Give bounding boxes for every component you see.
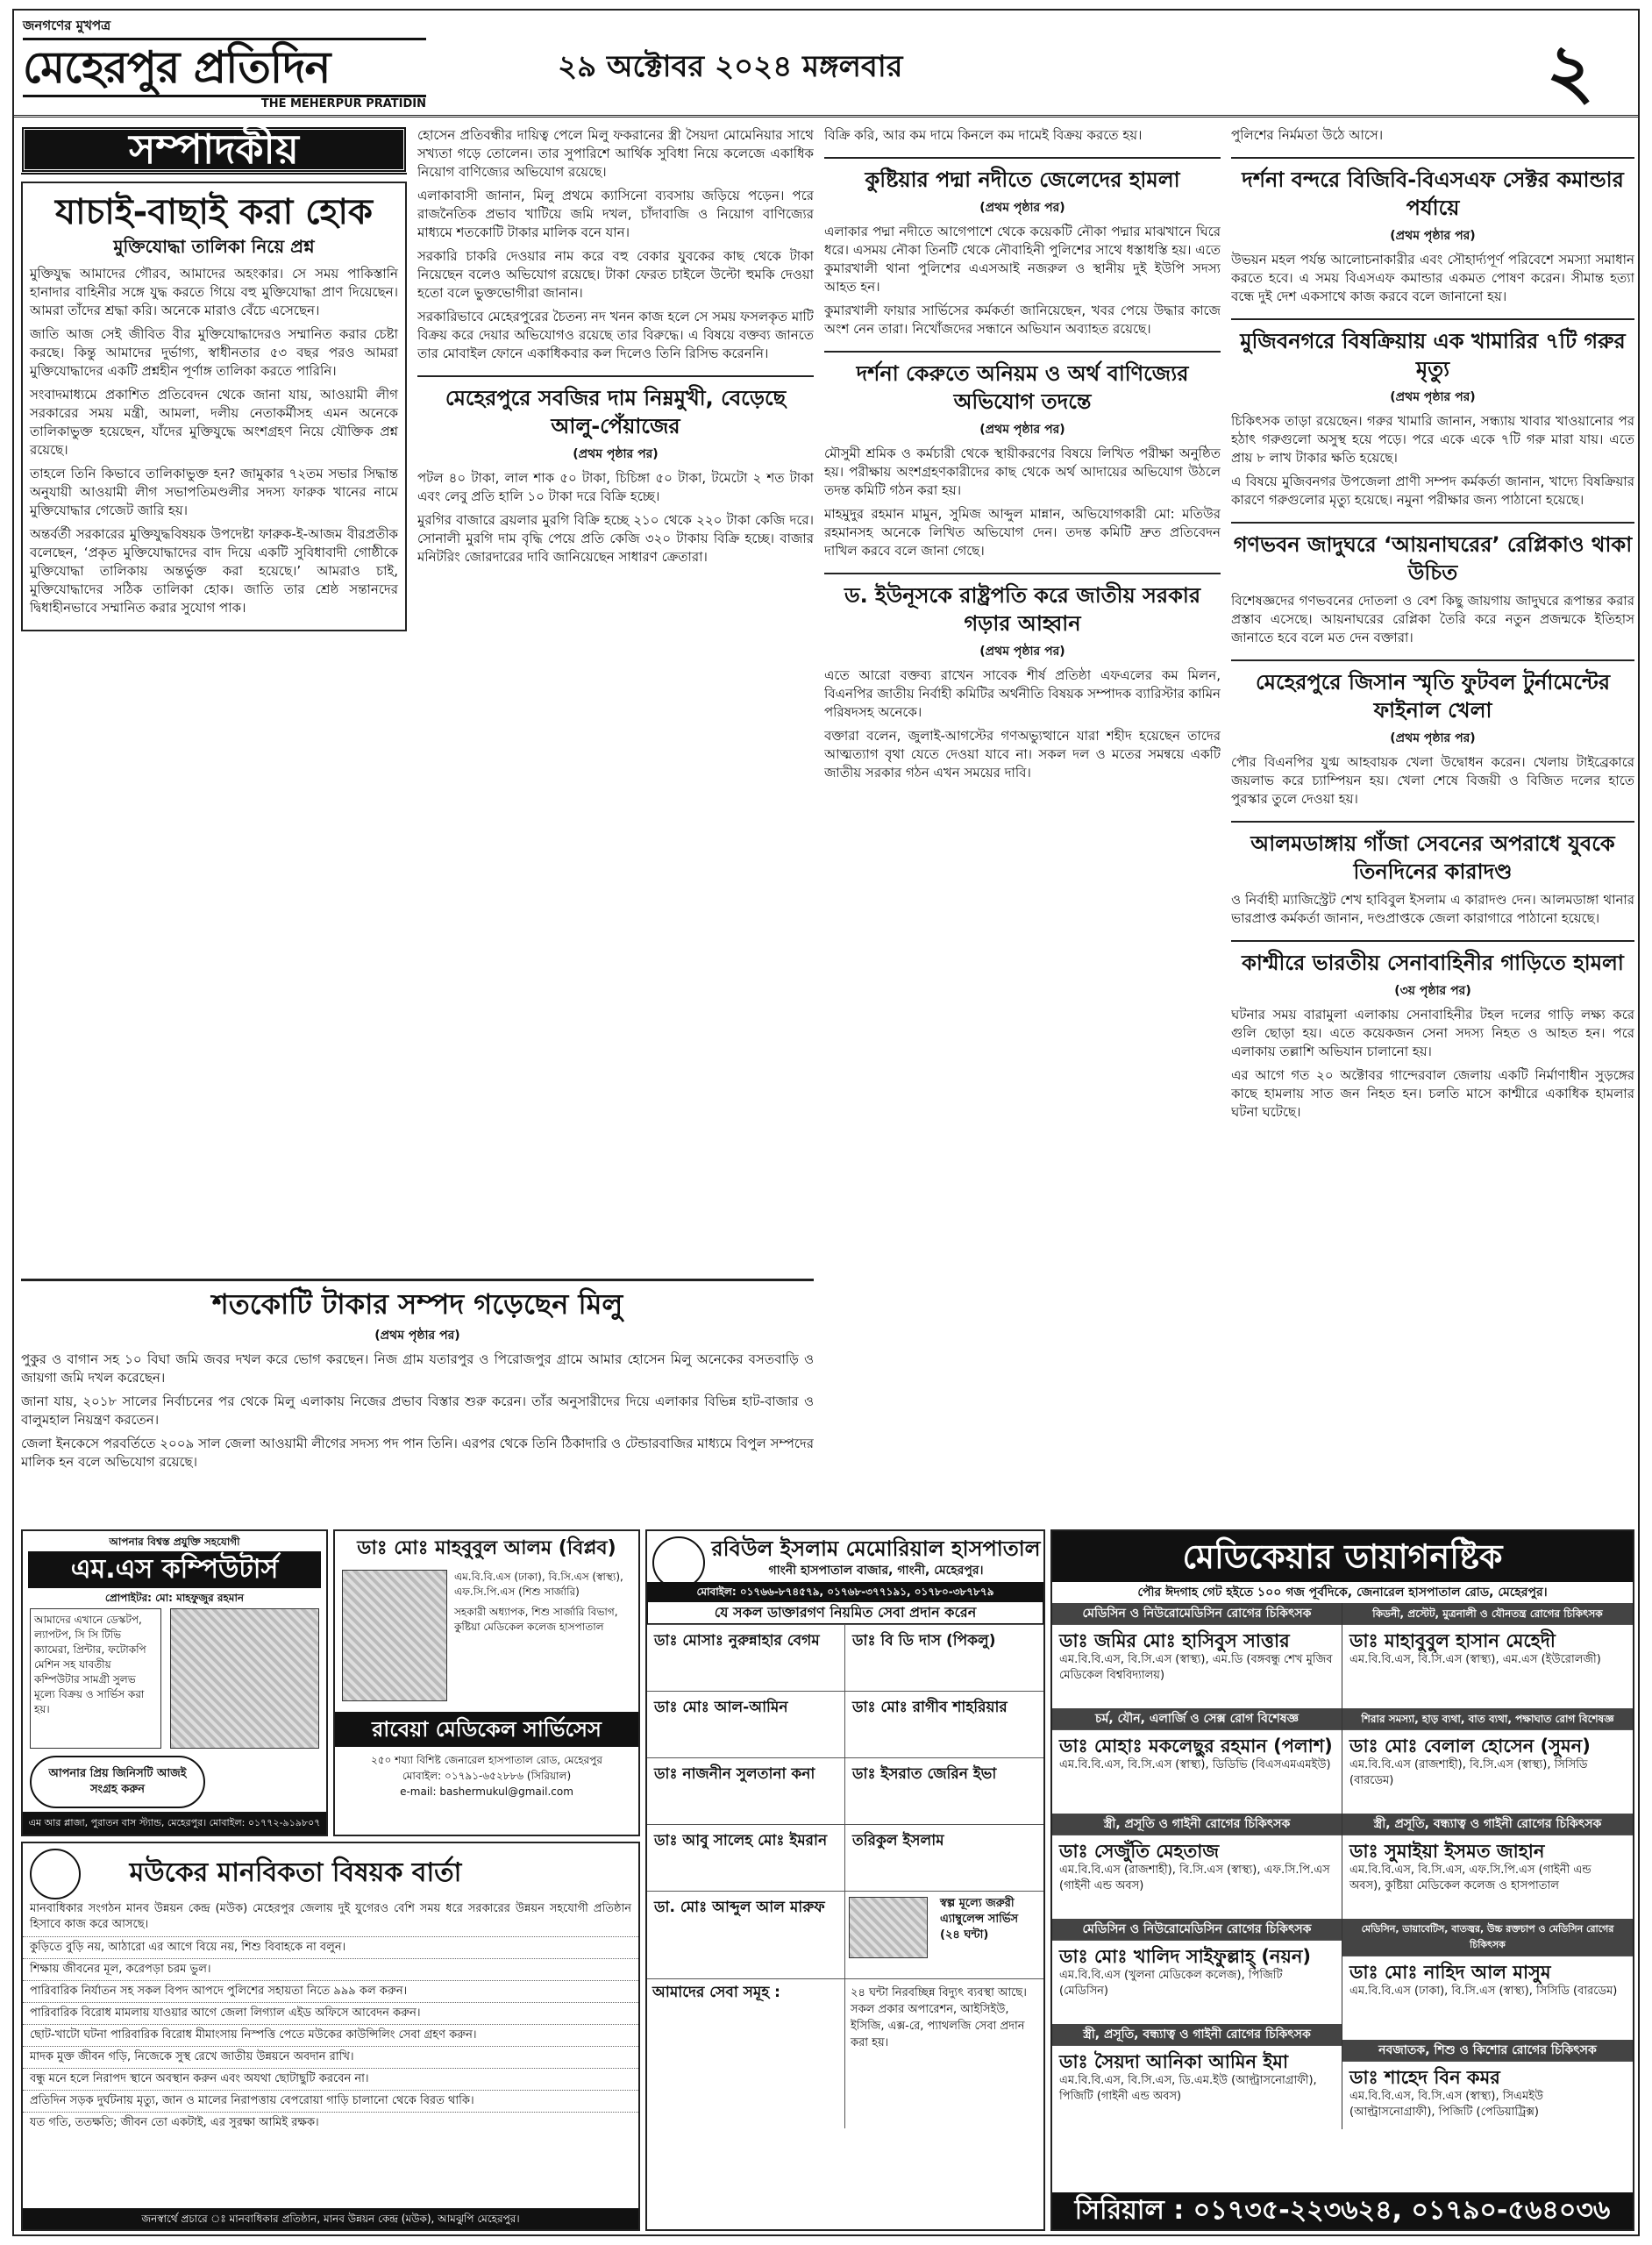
headline-ganobhaban-museum: গণভবন জাদুঘরে ‘আয়নাঘরের’ রেপ্লিকাও থাকা উচিত: [1231, 522, 1634, 587]
article-paragraph: মুরগির বাজারে ব্রয়লার মুরগি বিক্রি হচ্ছে ২১০ থেকে ২২০ টাকা কেজি দরে। সোনালী মুরগি দাম বৃদ্ধি পেয়ে প্রতি কেজি ৩২০ টাকায় বিক্রি হচ্ছে। বাজার মনিটরিং জোরদারের দাবি জানিয়েছেন সাধারণ ক্রেতারা।: [417, 512, 814, 565]
hospital-doctor: ডাঃ মোঃ রাগীব শাহরিয়ার: [845, 1691, 1043, 1757]
ad-medicare-diagnostic: [1050, 1529, 1634, 2231]
specialty-label: শিরার সমস্যা, হাড় ব্যথা, বাত ব্যথা, পক্ষাঘাত রোগ বিশেষজ্ঞ: [1342, 1708, 1633, 1729]
hospital-doctor: তরিকুল ইসলাম: [845, 1824, 1043, 1891]
hospital-services: [647, 1978, 1043, 2128]
article-paragraph: মাহমুদুর রহমান মামুন, সুমিজ আব্দুল মান্নান, অভিযোগকারী মো: মতিউর রহমানসহ অনেকে লিখিত অভিযোগ দেন। তদন্ত কমিটি দ্রুত প্রতিবেদন দাখিল করবে বলে জানা গেছে।: [824, 506, 1221, 559]
article-paragraph: এলাকাবাসী জানান, মিলু প্রথমে ক্যাসিনো ব্যবসায় জড়িয়ে পড়েন। পরে রাজনৈতিক প্রভাব খাটিয়ে জমি দখল, চাঁদাবাজি ও নিয়োগ বাণিজ্যের মাধ্যমে শতকোটি টাকার মালিক বনে যান।: [417, 188, 814, 240]
specialty-label: মেডিসিন, ডায়াবেটিস, বাতজ্বর, উচ্চ রক্তচাপ ও মেডিসিন রোগের চিকিৎসক: [1342, 1919, 1633, 1956]
continued-label: (প্রথম পৃষ্ঠার পর): [374, 1329, 460, 1343]
ad-doctor-name: ডাঃ মোঃ মাহবুবুল আলম (বিপ্লব): [357, 1537, 616, 1559]
editorial-paragraph: সংবাদমাধ্যমে প্রকাশিত প্রতিবেদন থেকে জানা যায়, আওয়ামী লীগ সরকারের সময় মন্ত্রী, আমলা, দলীয় নেতাকর্মীসহ এমন অনেকে তালিকাভুক্ত হয়েছেন, যাঁদের মুক্তিযুদ্ধে অংশগ্রহণ নিয়ে যৌক্তিক প্রশ্ন রয়েছে।: [30, 387, 398, 458]
medicare-doctor: ডাঃ সুমাইয়া ইসমত জাহান এম.বি.বি.এস, বি.সি.এস, এফ.সি.পি.এস (গাইনী এন্ড অবস), কুষ্টিয়া মেডিকেল কলেজ ও হাসপাতাল: [1342, 1835, 1633, 1919]
article-paragraph: পটল ৪০ টাকা, লাল শাক ৫০ টাকা, চিচিঙ্গা ৫০ টাকা, টমেটো ২ শত টাকা এবং লেবু প্রতি হালি ১০ টাকা দরে বিক্রি হচ্ছে।: [417, 470, 814, 504]
services-note: ২৪ ঘন্টা নিরবচ্ছিন্ন বিদ্যুৎ ব্যবস্থা আছে। সকল প্রকার অপারেশন, আইসিইউ, ইসিজি, এক্স-রে, প্যাথলজি সেবা প্রদান করা হয়।: [851, 1986, 1027, 2049]
ad-hospital-bar: যে সকল ডাক্তারগণ নিয়মিত সেবা প্রদান করেন: [647, 1601, 1043, 1624]
editorial-headline: যাচাই-বাছাই করা হোক: [54, 192, 373, 232]
ad-ms-owner: প্রোপাইটর: মো: মাহফুজুর রহমান: [104, 1592, 245, 1604]
column-editorial: [21, 126, 407, 1256]
article-paragraph: ঘটনার সময় বারামুলা এলাকায় সেনাবাহিনীর টহল দলের গাড়ি লক্ষ্য করে গুলি ছোড়া হয়। এতে কয়েকজন সেনা সদস্য নিহত ও আহত হন। পরে এলাকায় তল্লাশি অভিযান চালানো হয়।: [1231, 1007, 1634, 1059]
editorial-paragraph: মুক্তিযুদ্ধ আমাদের গৌরব, আমাদের অহংকার। সে সময় পাকিস্তানি হানাদার বাহিনীর সঙ্গে যুদ্ধ করতে গিয়ে বহু মুক্তিযোদ্ধা প্রাণ দিয়েছেন। আমরা তাঁদের শ্রদ্ধা করি। অনেকে মারাও বেঁচে এসেছেন।: [30, 266, 398, 318]
editorial-paragraph: অন্তর্বর্তী সরকারের মুক্তিযুদ্ধবিষয়ক উপদেষ্টা ফারুক-ই-আজম বীরপ্রতীক বলেছেন, ‘প্রকৃত মুক্তিযোদ্ধাদের বাদ দিয়ে একটি সুবিধাবাদী গোষ্ঠীকে মুক্তিযোদ্ধা তালিকায় অন্তর্ভুক্ত করা হয়েছে।’ আমরাও চাই, মুক্তিযোদ্ধাদের সঠিক তালিকা হোক। জাতি তার শ্রেষ্ঠ সন্তানদের দ্বিধাহীনভাবে সম্মানিত করার সুযোগ পাক।: [30, 526, 398, 616]
editorial-subhead: মুক্তিযোদ্ধা তালিকা নিয়ে প্রশ্ন: [113, 236, 315, 257]
mouk-logo-icon: [30, 1849, 81, 1899]
continued-label: (প্রথম পৃষ্ঠার পর): [573, 447, 659, 461]
editorial-paragraph: জাতি আজ সেই জীবিত বীর মুক্তিযোদ্ধাদেরও সম্মানিত করার চেষ্টা করছে। কিন্তু আমাদের দুর্ভাগ্য, স্বাধীনতার ৫৩ বছর পরও আমরা মুক্তিযোদ্ধাদের একটি প্রশ্নহীন পূর্ণাঙ্গ তালিকা করতে পারিনি।: [30, 326, 398, 379]
article-paragraph: ও নির্বাহী ম্যাজিস্ট্রেট শেখ হাবিবুল ইসলাম এ কারাদণ্ড দেন। আলমডাঙ্গা থানার ভারপ্রাপ্ত কর্মকর্তা জানান, দণ্ডপ্রাপ্তকে জেলা কারাগারে পাঠানো হয়েছে।: [1231, 892, 1634, 926]
medicare-right-col: [1342, 1603, 1633, 2145]
medicare-doctor: ডাঃ মোঃ নাহিদ আল মাসুম এম.বি.বি.এস (ঢাকা), বি.সি.এস (স্বাস্থ্য), সিসিডি (বারডেম): [1342, 1956, 1633, 2040]
ad-ms-computers: [21, 1529, 328, 1836]
headline-football-final: মেহেরপুরে জিসান স্মৃতি ফুটবল টুর্নামেন্টের ফাইনাল খেলা: [1231, 659, 1634, 724]
medicare-doctor: ডাঃ সেজুঁতি মেহতাজ এম.বি.বি.এস (রাজশাহী), বি.সি.এস (স্বাস্থ্য), এফ.সি.পি.এস (গাইনী এন্ড অবস): [1052, 1835, 1342, 1919]
ad-ms-top: আপনার বিশ্বস্ত প্রযুক্তি সহযোগী: [109, 1536, 240, 1548]
article-paragraph: পুলিশের নির্মমতা উঠে আসে।: [1231, 127, 1384, 143]
ad-rabiul-hospital: [645, 1529, 1045, 2231]
newspaper-page: [12, 9, 1640, 2236]
ad-clinic-name: রাবেয়া মেডিকেল সার্ভিসেস: [335, 1712, 638, 1747]
ad-mouk-footer: জনস্বার্থে প্রচারে ঃ মানবাধিকার প্রতিষ্ঠান, মানব উন্নয়ন কেন্দ্র (মউক), আমঝুপি মেহেরপুর।: [23, 2208, 638, 2229]
specialty-label: চর্ম, যৌন, এলার্জি ও সেক্স রোগ বিশেষজ্ঞ: [1052, 1708, 1342, 1729]
ad-clinic-email: e-mail: bashermukul@gmail.com: [400, 1785, 573, 1798]
hospital-doctor: ডা. মোঃ আব্দুল আল মারুফ: [647, 1891, 845, 1978]
ambulance-box: [845, 1891, 1043, 1978]
medicare-doctor-grid: [1052, 1603, 1633, 2182]
hospital-doctor: ডাঃ ইসরাত জেরিন ইভা: [845, 1757, 1043, 1824]
medicare-left-col: [1052, 1603, 1342, 2129]
article-paragraph: এ বিষয়ে মুজিবনগর উপজেলা প্রাণী সম্পদ কর্মকর্তা জানান, খাদ্যে বিষক্রিয়ার কারণে গরুগুলোর মৃত্যু হয়েছে। নমুনা পরীক্ষার জন্য পাঠানো হয়েছে।: [1231, 474, 1634, 508]
ad-ms-desc: আমাদের এখানে ডেস্কটপ, ল্যাপটপ, সি সি টিভি ক্যামেরা, প্রিন্টার, ফটোকপি মেশিন সহ যাবতীয় কম্পিউটার সামগ্রী সুলভ মূল্যে বিক্রয় ও সার্ভিস করা হয়।: [30, 1608, 161, 1749]
article-paragraph: সরকারি চাকরি দেওয়ার নাম করে বহু বেকার যুবকের কাছ থেকে টাকা নিয়েছেন বলেও অভিযোগ রয়েছে। টাকা ফেরত চাইলে উল্টো হুমকি দেওয়া হতো বলে ভুক্তভোগীরা জানান।: [417, 248, 814, 301]
specialty-label: স্ত্রী, প্রসূতি, বন্ধ্যাত্ব ও গাইনী রোগের চিকিৎসক: [1052, 2024, 1342, 2045]
medicare-doctor: ডাঃ সৈয়দা আনিকা আমিন ইমা এম.বি.বি.এস, বি.সি.এস, ডি.এম.ইউ (আল্ট্রাসনোগ্রাফী), পিজিটি (গাইনী এন্ড অবস): [1052, 2045, 1342, 2129]
article-paragraph: সরকারিভাবে মেহেরপুরের চৈতন্য নদ খনন কাজ হলে সে সময় ফসলকৃত মাটি বিক্রয় করে দেয়ার অভিযোগও রয়েছে তার বিরুদ্ধে। এ বিষয়ে বক্তব্য জানতে তার মোবাইল ফোনে একাধিকবার কল দিলেও তিনি রিসিভ করেননি।: [417, 309, 814, 361]
headline-padma-fishermen: কুষ্টিয়ার পদ্মা নদীতে জেলেদের হামলা: [824, 157, 1221, 194]
hospital-logo-icon: [652, 1536, 705, 1589]
computer-products-image: [170, 1608, 319, 1749]
ambulance-text: স্বল্প মূল্যে জরুরী এ্যাম্বুলেন্স সার্ভিস (২৪ ঘন্টা): [940, 1897, 1019, 1942]
ad-doctor-degrees: [454, 1570, 635, 1635]
headline-cow-deaths: মুজিবনগরে বিষক্রিয়ায় এক খামারির ৭টি গরুর মৃত্যু: [1231, 318, 1634, 383]
ad-mouk-message: [21, 1842, 640, 2231]
ad-ms-address: এম আর প্লাজা, পুরাতন বাস স্ট্যান্ড, মেহেরপুর। মোবাইল: ০১৭৭২-৯১৯৮০৭: [23, 1812, 326, 1835]
advertisement-section: [21, 1529, 1634, 2231]
article-paragraph: এতে আরো বক্তব্য রাখেন সাবেক শীর্ষ প্রতিষ্ঠা এফএলের কম মিলন, বিএনপির জাতীয় নির্বাহী কমিটির অর্থনীতি বিষয়ক সম্পাদক ব্যারিস্টার কামিন পরিষদসহ অনেকে।: [824, 667, 1221, 720]
article-paragraph: জেলা ইনকেসে পরবর্তিতে ২০০৯ সাল জেলা আওয়ামী লীগের সদস্য পদ পান তিনি। এরপর থেকে তিনি ঠিকাদারি ও টেন্ডারবাজির মাধ্যমে বিপুল সম্পদের মালিক হন বলে অভিযোগ রয়েছে।: [21, 1436, 814, 1470]
article-paragraph: কুমারখালী ফায়ার সার্ভিসের কর্মকর্তা জানিয়েছেন, খবর পেয়ে উদ্ধার কাজে অংশ নেন তারা। নিখোঁজদের সন্ধানে অভিযান অব্যাহত রয়েছে।: [824, 303, 1221, 337]
hospital-doctor: ডাঃ মোঃ আল-আমিন: [647, 1691, 845, 1757]
editorial-box: [21, 182, 407, 631]
mouk-bullet: যত গতি, ততক্ষতি; জীবন তো একটাই, এর সুরক্ষা আমিই রক্ষক।: [23, 2112, 638, 2134]
specialty-label: মেডিসিন ও নিউরোমেডিসিন রোগের চিকিৎসক: [1052, 1603, 1342, 1624]
continued-label: (৩য় পৃষ্ঠার পর): [1394, 984, 1471, 998]
specialty-label: স্ত্রী, প্রসূতি ও গাইনী রোগের চিকিৎসক: [1052, 1814, 1342, 1835]
ad-medicare-name: মেডিকেয়ার ডায়াগনষ্টিক: [1052, 1531, 1633, 1582]
medicare-doctor: ডাঃ মাহাবুবুল হাসান মেহেদী এম.বি.বি.এস, বি.সি.এস (স্বাস্থ্য), এম.এস (ইউরোলজী): [1342, 1624, 1633, 1708]
article-paragraph: উভয়ন মহল পর্যন্ত আলোচনাকারীর এবং সৌহার্দ্যপূর্ণ পরিবেশে সমস্যা সমাধান করতে হবে। এ সময় বিএসএফ কমান্ডার একমত পোষণ করেন। সীমান্ত হত্যা বন্ধে দুই দেশ একসাথে কাজ করবে বলে জানানো হয়।: [1231, 252, 1634, 304]
article-paragraph: বিক্রি করি, আর কম দামে কিনলে কম দামেই বিক্রয় করতে হয়।: [824, 127, 1143, 143]
medicare-doctor: ডাঃ জমির মোঃ হাসিবুস সাত্তার এম.বি.বি.এস, বি.সি.এস (স্বাস্থ্য), এম.ডি (বঙ্গবন্ধু শেখ মুজিব মেডিকেল বিশ্ববিদ্যালয়): [1052, 1624, 1342, 1708]
headline-vegetable-prices: মেহেরপুরে সবজির দাম নিম্নমুখী, বেড়েছে আলু-পেঁয়াজের: [417, 375, 814, 440]
ad-medicare-address: পৌর ঈদগাহ গেট হইতে ১০০ গজ পূর্বদিকে, জেনারেল হাসপাতাল রোড, মেহেরপুর।: [1137, 1586, 1548, 1600]
headline-darshana-keru: দর্শনা কেরুতে অনিয়ম ও অর্থ বাণিজ্যের অভিযোগ তদন্তে: [824, 351, 1221, 416]
ad-ms-name: এম.এস কম্পিউটার্স: [28, 1551, 321, 1588]
continued-label: (প্রথম পৃষ্ঠার পর): [979, 423, 1065, 437]
mouk-bullet: ছোট-খাটো ঘটনা পারিবারিক বিরোধ মীমাংসায় নিস্পত্তি পেতে মউকের কাউন্সিলিং সেবা গ্রহণ করুন।: [23, 2024, 638, 2046]
newspaper-logo: [23, 16, 426, 110]
hospital-doctor: ডাঃ নাজনীন সুলতানা কনা: [647, 1757, 845, 1824]
ad-clinic-info: [340, 1752, 633, 1800]
issue-date: ২৯ অক্টোবর ২০২৪ মঙ্গলবার: [558, 49, 903, 84]
logo-name: মেহেরপুর প্রতিদিন: [23, 38, 426, 97]
hospital-doctor: ডাঃ বি ডি দাস (পিকলু): [845, 1624, 1043, 1691]
ad-mouk-intro: মানবাধিকার সংগঠন মানব উন্নয়ন কেন্দ্র (মউক) মেহেরপুর জেলায় দুই যুগেরও বেশি সময় ধরে সরকারের উন্নয়ন সহযোগী প্রতিষ্ঠান হিসাবে কাজ করে আসছে।: [30, 1902, 631, 1931]
medicare-doctor: ডাঃ মোঃ খালিদ সাইফুল্লাহ্ (নয়ন) এম.বি.বি.এস (খুলনা মেডিকেল কলেজ), পিজিটি (মেডিসিন): [1052, 1940, 1342, 2024]
article-paragraph: এর আগে গত ২০ অক্টোবর গান্দেরবাল জেলায় একটি নির্মাণাধীন সুড়ঙ্গের কাছে হামলায় সাত জন নিহত হন। চলতি মাসে কাশ্মীরে একাধিক হামলার ঘটনা ঘটেছে।: [1231, 1067, 1634, 1120]
hospital-doctor: ডাঃ মোসাঃ নুরুন্নাহার বেগম: [647, 1624, 845, 1691]
ad-doctor-role: সহকারী অধ্যাপক, শিশু সার্জারি বিভাগ, কুষ্টিয়া মেডিকেল কলেজ হাসপাতাল: [454, 1606, 618, 1633]
continued-label: (প্রথম পৃষ্ঠার পর): [1390, 390, 1476, 404]
editorial-paragraph: তাহলে তিনি কিভাবে তালিকাভুক্ত হন? জামুকার ৭২তম সভার সিদ্ধান্ত অনুযায়ী আওয়ামী লীগ সভাপতিমণ্ডলীর সদস্য ফারুক খানের নামে মুক্তিযোদ্ধার গেজেট জারি হয়।: [30, 466, 398, 518]
headline-milu-wealth: শতকোটি টাকার সম্পদ গড়েছেন মিলু: [21, 1279, 814, 1320]
ad-hospital-address: গাংনী হাসপাতাল বাজার, গাংনী, মেহেরপুর।: [768, 1564, 984, 1578]
continued-label: (প্রথম পৃষ্ঠার পর): [979, 201, 1065, 215]
mouk-bullet: প্রতিদিন সড়ক দুর্ঘটনায় মৃত্যু, জান ও মালের নিরাপত্তায় বেপরোয়া গাড়ি চালানো থেকে বিরত থাকি।: [23, 2090, 638, 2112]
specialty-label: মেডিসিন ও নিউরোমেডিসিন রোগের চিকিৎসক: [1052, 1919, 1342, 1940]
article-paragraph: হোসেন প্রতিবন্ধীর দায়িত্ব পেলে মিলু ফকরানের স্ত্রী সৈয়দা মোমেনিয়ার সাথে সখ্যতা গড়ে তোলেন। তার সুপারিশে আর্থিক সুবিধা নিয়ে কলেজে একাধিক নিয়োগ বাণিজ্যের অভিযোগ রয়েছে।: [417, 127, 814, 180]
specialty-label: নবজাতক, শিশু ও কিশোর রোগের চিকিৎসক: [1342, 2040, 1633, 2061]
medicare-doctor: ডাঃ মোঃ বেলাল হোসেন (সুমন) এম.বি.বি.এস (রাজশাহী), বি.সি.এস (স্বাস্থ্য), সিসিডি (বারডেম): [1342, 1729, 1633, 1814]
mouk-bullet: শিক্ষায় জীবনের মূল, করেপড়া চরম ভুল।: [23, 1958, 638, 1980]
mouk-bullet: কুড়িতে বুড়ি নয়, আঠারো এর আগে বিয়ে নয়, শিশু বিবাহকে না বলুন।: [23, 1936, 638, 1958]
masthead: [14, 11, 1638, 118]
services-box: [647, 1979, 845, 2128]
continued-label: (প্রথম পৃষ্ঠার পর): [979, 645, 1065, 659]
ad-mouk-title: মউকের মানবিকতা বিষয়ক বার্তা: [129, 1857, 462, 1888]
headline-yunus-national-govt: ড. ইউনূসকে রাষ্ট্রপতি করে জাতীয় সরকার গড়ার আহ্বান: [824, 573, 1221, 638]
ad-doctor-deg: এম.বি.বি.এস (ঢাকা), বি.সি.এস (স্বাস্থ্য), এফ.সি.পি.এস (শিশু সার্জারি): [454, 1571, 623, 1598]
headline-bgb-bsf: দর্শনা বন্দরে বিজিবি-বিএসএফ সেক্টর কমান্ডার পর্যায়ে: [1231, 157, 1634, 222]
hospital-doctor: ডাঃ আবু সালেহ মোঃ ইমরান: [647, 1824, 845, 1891]
article-paragraph: পৌর বিএনপির যুগ্ম আহবায়ক খেলা উদ্বোধন করেন। খেলায় টাইব্রেকারে জয়লাভ করে চ্যাম্পিয়ন হয়। খেলা শেষে বিজয়ী ও বিজিত দলের হাতে পুরস্কার তুলে দেওয়া হয়।: [1231, 754, 1634, 807]
article-paragraph: মৌসুমী শ্রমিক ও কর্মচারী থেকে স্থায়ীকরণের বিষয়ে লিখিত পরীক্ষা অনুষ্ঠিত হয়। পরীক্ষায় অংশগ্রহণকারীদের কাছ থেকে অর্থ আদায়ের অভিযোগ উঠলে তদন্ত কমিটি গঠন করা হয়।: [824, 445, 1221, 498]
doctor-photo: [342, 1570, 447, 1701]
ad-hospital-doctor-grid: [647, 1624, 1043, 1978]
specialty-label: কিডনী, প্রস্টেট, মুত্রনালী ও যৌনতন্ত্র রোগের চিকিৎসক: [1342, 1603, 1633, 1624]
ad-ms-offer: আপনার প্রিয় জিনিসটি আজই সংগ্রহ করুন: [30, 1756, 205, 1808]
page-number: ২: [1546, 28, 1594, 114]
article-paragraph: বিশেষজ্ঞদের গণভবনের দোতলা ও বেশ কিছু জায়গায় জাদুঘরে রূপান্তর করার প্রস্তাব এসেছে। আয়নাঘরের রেপ্লিকা তৈরি করে নতুন প্রজন্মকে ইতিহাস জানাতে হবে বলে মত দেন বক্তারা।: [1231, 593, 1634, 645]
ad-doctor-mahbubul: [333, 1529, 640, 1836]
mouk-bullet: মাদক মুক্ত জীবন গড়ি, নিজেকে সুস্থ রেখে জাতীয় উন্নয়নে অবদান রাখি।: [23, 2046, 638, 2068]
logo-name-en: THE MEHERPUR PRATIDIN: [260, 97, 426, 110]
continued-label: (প্রথম পৃষ্ঠার পর): [1390, 731, 1476, 745]
story-milu: [21, 1266, 814, 1521]
medicare-serial-phone: সিরিয়াল : ০১৭৩৫-২২৩৬২৪, ০১৭৯০-৫৬৪০৩৬: [1052, 2192, 1633, 2229]
article-paragraph: জানা যায়, ২০১৮ সালের নির্বাচনের পর থেকে মিলু এলাকায় নিজের প্রভাব বিস্তার শুরু করেন। তাঁর অনুসারীদের দিয়ে এলাকার বিভিন্ন হাট-বাজার ও বালুমহাল নিয়ন্ত্রণ করতেন।: [21, 1393, 814, 1428]
continued-label: (প্রথম পৃষ্ঠার পর): [1390, 229, 1476, 243]
ad-clinic-address: ২৫০ শয্যা বিশিষ্ট জেনারেল হাসপাতাল রোড, মেহেরপুর: [370, 1754, 603, 1766]
ambulance-image: [849, 1897, 928, 1958]
ad-hospital-phone: মোবাইল: ০১৭৬৬-৮৭৪৫৭৯, ০১৭৬৮-৩৭৭১৯১, ০১৭৮০-৩৮৭৮৭৯: [647, 1582, 1043, 1601]
ad-hospital-name: রবিউল ইসলাম মেমোরিয়াল হাসপাতাল: [711, 1536, 1041, 1561]
editorial-banner: সম্পাদকীয়: [21, 126, 407, 173]
services-title: আমাদের সেবা সমূহ :: [652, 1984, 780, 2001]
ad-clinic-phone: মোবাইল: ০১৭৯১-৬৫২৮৮৬ (সিরিয়াল): [402, 1770, 572, 1782]
mouk-bullet: পারিবারিক বিরোধ মামলায় যাওয়ার আগে জেলা লিগ্যাল এইড অফিসে আবেদন করুন।: [23, 2002, 638, 2024]
medicare-doctor: ডাঃ শাহেদ বিন কমর এম.বি.বি.এস, বি.সি.এস (স্বাস্থ্য), সিএমইউ (আল্ট্রাসনোগ্রাফী), পিজিটি (পেডিয়াট্রিক্স): [1342, 2061, 1633, 2145]
headline-alamdanga-ganja: আলমডাঙ্গায় গাঁজা সেবনের অপরাধে যুবকে তিনদিনের কারাদণ্ড: [1231, 821, 1634, 886]
medicare-doctor: ডাঃ মোহাঃ মকলেছুর রহমান (পলাশ) এম.বি.বি.এস, বি.সি.এস (স্বাস্থ্য), ডিডিভি (বিএসএমএমইউ): [1052, 1729, 1342, 1814]
headline-kashmir-attack: কাশ্মীরে ভারতীয় সেনাবাহিনীর গাড়িতে হামলা: [1231, 940, 1634, 977]
column-4: [1231, 126, 1634, 1521]
specialty-label: স্ত্রী, প্রসূতি, বন্ধ্যাত্ব ও গাইনী রোগের চিকিৎসক: [1342, 1814, 1633, 1835]
logo-tagline: জনগণের মুখপত্র: [23, 18, 111, 33]
mouk-bullet: বন্ধু মনে হলে নিরাপদ স্থানে অবস্থান করুন এবং অযথা ছোটাছুটি করবেন না।: [23, 2068, 638, 2090]
article-paragraph: বক্তারা বলেন, জুলাই-আগস্টের গণঅভ্যুত্থানে যারা শহীদ হয়েছেন তাদের আত্মত্যাগ বৃথা যেতে দেওয়া যাবে না। সকল দল ও মতের সমন্বয়ে একটি জাতীয় সরকার গঠন এখন সময়ের দাবি।: [824, 728, 1221, 780]
article-paragraph: চিকিৎসক তাড়া রয়েছেন। গরুর খামারি জানান, সন্ধ্যায় খাবার খাওয়ানোর পর হঠাৎ গরুগুলো অসুস্থ হয়ে পড়ে। পরে একে একে ৭টি গরু মারা যায়। এতে প্রায় ৮ লাখ টাকার ক্ষতি হয়েছে।: [1231, 413, 1634, 466]
article-paragraph: পুকুর ও বাগান সহ ১০ বিঘা জমি জবর দখল করে ভোগ করছেন। নিজ গ্রাম যতারপুর ও পিরোজপুর গ্রামে আমার হোসেন মিলু অনেকের বসতবাড়ি ও জায়গা জমি দখল করেছেন।: [21, 1351, 814, 1386]
column-3: [824, 126, 1221, 1521]
mouk-bullet: পারিবারিক নির্যাতন সহ সকল বিপদ আপদে পুলিশের সহায়তা নিতে ৯৯৯ কল করুন।: [23, 1980, 638, 2002]
article-paragraph: এলাকার পদ্মা নদীতে আগেপাশে থেকে কয়েকটি নৌকা পদ্মার মাঝখানে ঘিরে ধরে। এসময় নৌকা তিনটি থেকে নৌবাহিনী পুলিশের সাথে ধস্তাধস্তি হয়। এতে কুমারখালী থানা পুলিশের এএসআই নজরুল ও স্থানীয় দুই ইউপি সদস্য আহত হন।: [824, 224, 1221, 295]
